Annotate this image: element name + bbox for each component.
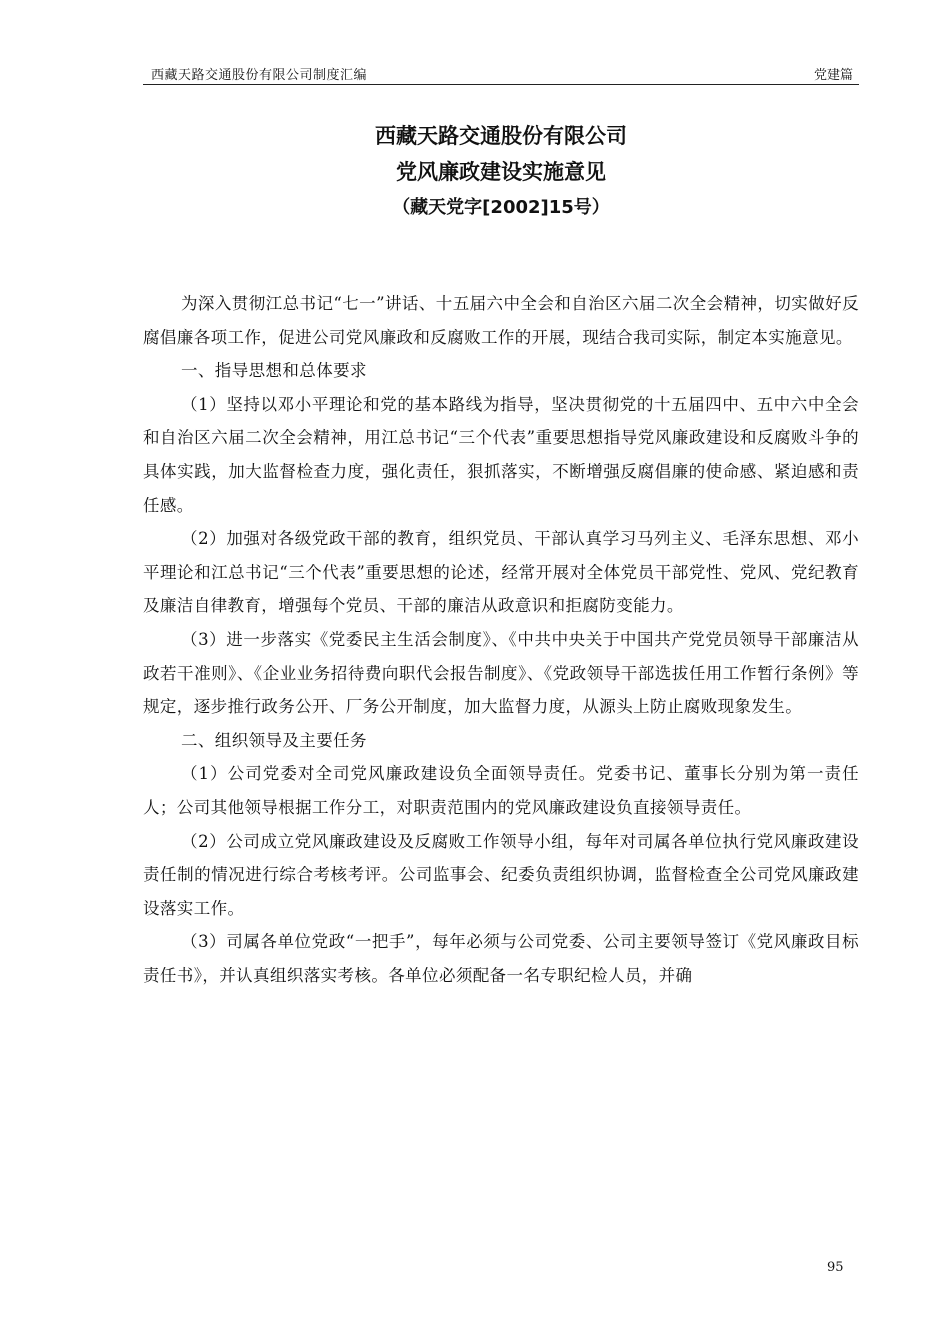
section-heading-1: 一、指导思想和总体要求	[181, 361, 367, 381]
running-header	[143, 62, 859, 85]
intro-paragraph: 为深入贯彻江总书记“七一”讲话、十五届六中全会和自治区六届二次全会精神，切实做好反腐倡廉各项工作，促进公司党风廉政和反腐败工作的开展，现结合我司实际，制定本实施意见。	[143, 294, 859, 347]
section-1-item-2: （2）加强对各级党政干部的教育，组织党员、干部认真学习马列主义、毛泽东思想、邓小平理论和江总书记“三个代表”重要思想的论述，经常开展对全体党员干部党性、党风、党纪教育及廉洁自律教育，增强每个党员、干部的廉洁从政意识和拒腐防变能力。	[143, 529, 859, 616]
document-reference-number: （藏天党字[2002]15号）	[392, 197, 610, 218]
section-1-item-1: （1）坚持以邓小平理论和党的基本路线为指导，坚决贯彻党的十五届四中、五中六中全会和自治区六届二次全会精神，用江总书记“三个代表”重要思想指导党风廉政建设和反腐败斗争的具体实践，加大监督检查力度，强化责任，狠抓落实，不断增强反腐倡廉的使命感、紧迫感和责任感。	[143, 394, 859, 515]
section-2-item-1: （1）公司党委对全司党风廉政建设负全面领导责任。党委书记、董事长分别为第一责任人；公司其他领导根据工作分工，对职责范围内的党风廉政建设负直接领导责任。	[143, 764, 859, 817]
section-2-item-2: （2）公司成立党风廉政建设及反腐败工作领导小组，每年对司属各单位执行党风廉政建设责任制的情况进行综合考核考评。公司监事会、纪委负责组织协调，监督检查全公司党风廉政建设落实工作。	[143, 831, 859, 918]
header-section-title: 党建篇	[813, 68, 853, 83]
page-number: 95	[827, 1260, 844, 1275]
header-collection-title: 西藏天路交通股份有限公司制度汇编	[151, 68, 368, 83]
document-title-block	[143, 118, 859, 226]
section-1-item-3: （3）进一步落实《党委民主生活会制度》、《中共中央关于中国共产党党员领导干部廉洁从政若干准则》、《企业业务招待费向职代会报告制度》、《党政领导干部选拔任用工作暂行条例》等规定，逐步推行政务公开、厂务公开制度，加大监督力度，从源头上防止腐败现象发生。	[143, 629, 859, 717]
section-2-item-3: （3）司属各单位党政“一把手”，每年必须与公司党委、公司主要领导签订《党风廉政目标责任书》，并认真组织落实考核。各单位必须配备一名专职纪检人员，并确	[143, 932, 859, 985]
document-body	[143, 287, 859, 992]
company-title: 西藏天路交通股份有限公司	[375, 124, 627, 148]
section-heading-2: 二、组织领导及主要任务	[181, 730, 367, 750]
document-title: 党风廉政建设实施意见	[396, 160, 606, 184]
